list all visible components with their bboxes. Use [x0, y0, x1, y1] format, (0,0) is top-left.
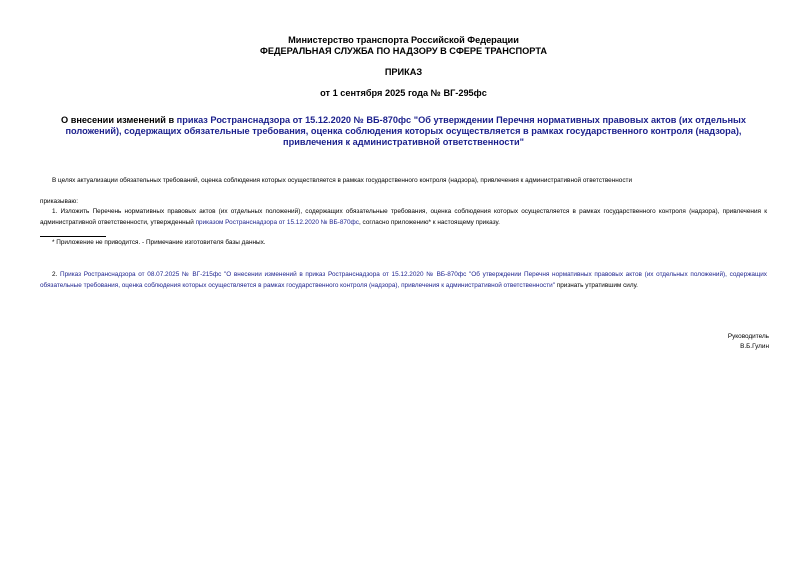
order-word: приказываю:	[40, 198, 78, 205]
ministry-name: Министерство транспорта Российской Федерации	[288, 35, 519, 45]
footnote-divider	[40, 236, 106, 237]
item-2-prefix: 2.	[52, 271, 61, 278]
item-2-suffix: признать утратившим силу.	[554, 281, 638, 289]
item-1-suffix: , согласно приложению* к настоящему приказу.	[359, 218, 500, 226]
item-1-text: 1. Изложить Перечень нормативных правовых актов (их отдельных положений), содержащих обязательные требования, оценка соблюдения которых осуществляется в рамках государственного контроля (надзора), привлечения к административной ответственности, утвержденный	[40, 208, 767, 226]
title-link[interactable]: приказ Ространснадзора от 15.12.2020 № ВБ-870фс "Об утверждении Перечня нормативных правовых актов (их отдельных положений), содержащих обязательные требования, оценка соблюдения которых осуществляется в рамках государственного контроля (надзора), привлечения к административной ответственности"	[65, 115, 746, 148]
signer-name: В.Б.Гулин	[740, 343, 769, 350]
item-1-paragraph	[40, 207, 767, 228]
item-1-link[interactable]: приказом Ространснадзора от 15.12.2020 № ВБ-870фс	[195, 218, 359, 226]
title-prefix: О внесении изменений в	[61, 115, 177, 125]
service-name: ФЕДЕРАЛЬНАЯ СЛУЖБА ПО НАДЗОРУ В СФЕРЕ ТРАНСПОРТА	[260, 46, 547, 56]
footnote: * Приложение не приводится. - Примечание изготовителя базы данных.	[52, 239, 266, 246]
signer-position: Руководитель	[727, 333, 769, 340]
intro-paragraph: В целях актуализации обязательных требований, оценка соблюдения которых осуществляется в рамках государственного контроля (надзора), привлечения к административной ответственности	[52, 177, 633, 184]
item-2-link[interactable]: Приказ Ространснадзора от 08.07.2025 № ВГ-215фс "О внесении изменений в приказ Ространснадзора от 15.12.2020 № ВБ-870фс "Об утверждении Перечня нормативных правовых актов (их отдельных положений), содержащих обязательные требования, оценка соблюдения которых осуществляется в рамках государственного контроля (надзора), привлечения к административной ответственности"	[40, 271, 768, 289]
document-title	[40, 115, 767, 149]
document-type: ПРИКАЗ	[384, 67, 423, 77]
item-2-paragraph	[40, 270, 767, 291]
document-date-number: от 1 сентября 2025 года № ВГ-295фс	[320, 88, 487, 98]
